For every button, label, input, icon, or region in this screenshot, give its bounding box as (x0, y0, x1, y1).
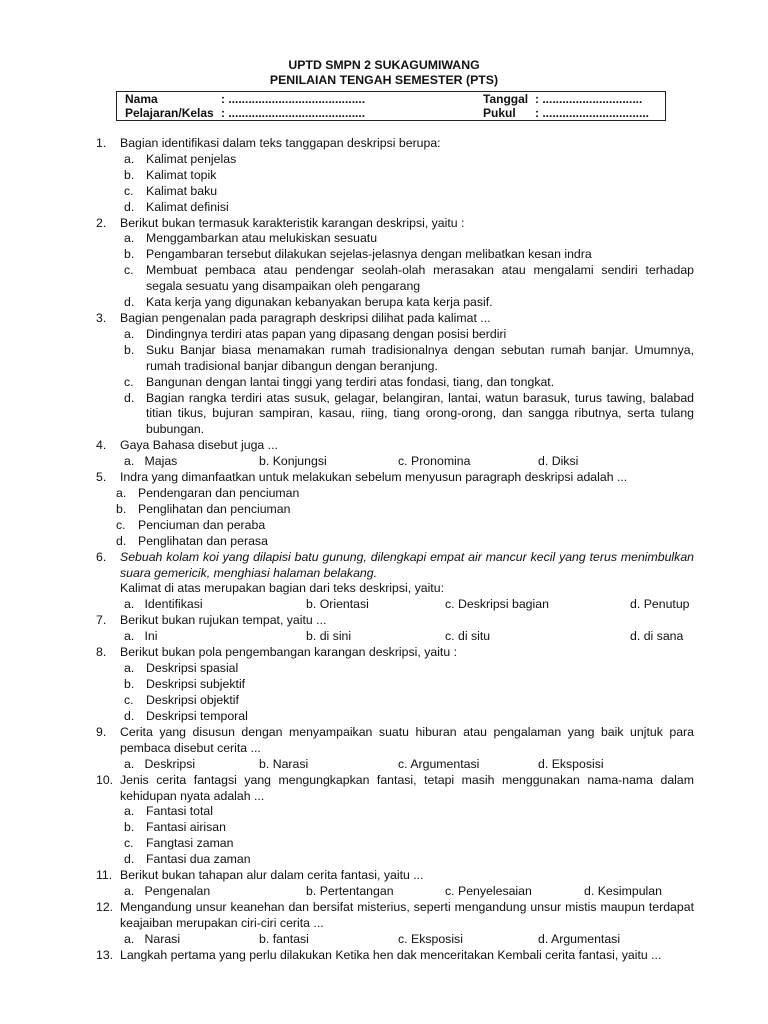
question-9 (96, 725, 694, 773)
option-c[interactable]: c. Penciuman dan peraba (116, 517, 266, 532)
option-a[interactable]: a. Ini (124, 629, 158, 644)
inline-options (120, 629, 694, 645)
question-8 (96, 645, 694, 725)
option-d[interactable]: d. Penutup (630, 597, 690, 612)
option-b[interactable]: b. Orientasi (306, 597, 369, 612)
question-11 (96, 868, 694, 900)
question-number: 13. (96, 947, 114, 962)
question-text: Indra yang dimanfaatkan untuk melakukan sebelum menyusun paragraph deskripsi adalah ... (120, 470, 628, 485)
question-number: 5. (96, 470, 107, 485)
option-c[interactable]: c. Fangtasi zaman (124, 836, 234, 851)
question-number: 1. (96, 136, 107, 150)
option-a[interactable]: a. Identifikasi (124, 597, 203, 612)
inline-options (120, 454, 694, 470)
option-d[interactable]: d. Kata kerja yang digunakan kebanyakan berupa kata kerja pasif. (124, 295, 493, 310)
option-d[interactable]: d. Eksposisi (538, 756, 604, 771)
option-d[interactable]: d. Bagian rangka terdiri atas susuk, gelagar, belangiran, lantai, watun barasuk, turus tawing, balabad titian tikus, bujuran sampiran, kasau, riing, tiang orong-orong, dan sangga ributnya, serta tulang bubungan. (124, 390, 694, 437)
option-b[interactable]: b. Pertentangan (306, 883, 394, 898)
option-a[interactable]: a. Majas (124, 454, 178, 469)
option-d[interactable]: d. Diksi (538, 454, 579, 469)
question-text: Jenis cerita fantagsi yang mengungkapkan fantasi, tetapi masih menggunakan nama-nama dalam kehidupan nyata adalah ... (120, 772, 694, 803)
school-name: UPTD SMPN 2 SUKAGUMIWANG (288, 58, 480, 72)
question-text: Cerita yang disusun dengan menyampaikan suatu hiburan atau pengalaman yang baik unjtuk para pembaca disebut cerita ... (120, 724, 694, 755)
nama-label: Nama (125, 92, 158, 106)
question-number: 10. (96, 772, 114, 787)
question-number: 11. (96, 868, 113, 883)
question-list (96, 136, 694, 964)
question-number: 7. (96, 613, 107, 628)
inline-options (120, 884, 694, 900)
question-text: Kalimat di atas merupakan bagian dari teks deskripsi, yaitu: (120, 581, 444, 596)
option-b[interactable]: b. Penglihatan dan penciuman (116, 501, 291, 516)
option-c[interactable]: c. di situ (445, 629, 491, 644)
student-info-box (116, 91, 666, 121)
question-passage: Sebuah kolam koi yang dilapisi batu gunung, dilengkapi empat air mancur kecil yang terus menimbulkan suara gemericik, menghiasi halaman belakang. (120, 549, 694, 580)
option-c[interactable]: c. Pronomina (398, 454, 471, 469)
option-c[interactable]: c. Penyelesaian (445, 883, 532, 898)
pelajaran-label: Pelajaran/Kelas (125, 106, 214, 120)
option-d[interactable]: d. Kesimpulan (584, 883, 662, 898)
exam-title: PENILAIAN TENGAH SEMESTER (PTS) (269, 73, 499, 87)
question-text: Mengandung unsur keanehan dan bersifat misterius, seperti mengandung unsur mistis maupun terdapat keajaiban merupakan ciri-ciri cerita ... (120, 899, 694, 930)
question-number: 12. (96, 899, 114, 914)
tanggal-label: Tanggal (483, 92, 529, 106)
option-b[interactable]: b. Pengambaran tersebut dilakukan sejelas-jelasnya dengan melibatkan kesan indra (124, 247, 592, 262)
option-d[interactable]: d. Penglihatan dan perasa (116, 533, 268, 548)
question-number: 3. (96, 310, 107, 325)
option-a[interactable]: a. Pengenalan (124, 883, 211, 898)
option-c[interactable]: c. Eksposisi (398, 931, 463, 946)
question-text: Bagian identifikasi dalam teks tanggapan deskripsi berupa: (120, 136, 441, 150)
question-number: 6. (96, 549, 107, 564)
option-a[interactable]: a. Deskripsi spasial (124, 661, 239, 676)
option-a[interactable]: a. Pendengaran dan penciuman (116, 486, 300, 501)
pelajaran-field[interactable]: : ......................................... (221, 106, 366, 120)
option-b[interactable]: b. Narasi (259, 756, 309, 771)
option-c[interactable]: c. Deskripsi bagian (445, 597, 549, 612)
option-b[interactable]: b. Konjungsi (259, 454, 327, 469)
inline-options (120, 932, 694, 948)
option-b[interactable]: b. Deskripsi subjektif (124, 677, 246, 692)
question-number: 2. (96, 215, 107, 230)
question-number: 8. (96, 645, 107, 660)
option-b[interactable]: b. Kalimat topik (124, 167, 217, 182)
question-6 (96, 550, 694, 614)
option-b[interactable]: b. Fantasi airisan (124, 820, 226, 835)
question-text: Berikut bukan tahapan alur dalam cerita fantasi, yaitu ... (120, 868, 424, 883)
option-b[interactable]: b. fantasi (259, 931, 309, 946)
question-10 (96, 773, 694, 868)
option-a[interactable]: a. Kalimat penjelas (124, 151, 237, 166)
option-c[interactable]: c. Membuat pembaca atau pendengar seolah-olah merasakan atau mengalami sendiri terhadap segala sesuatu yang disampaikan oleh pengarang (124, 263, 694, 294)
question-4 (96, 438, 694, 470)
tanggal-field[interactable]: : .............................. (535, 92, 643, 106)
question-2 (96, 216, 694, 311)
option-d[interactable]: d. Argumentasi (538, 931, 621, 946)
question-7 (96, 613, 694, 645)
option-d[interactable]: d. Fantasi dua zaman (124, 852, 251, 867)
question-text: Berikut bukan termasuk karakteristik karangan deskripsi, yaitu : (120, 215, 465, 230)
inline-options (120, 757, 694, 773)
option-a[interactable]: a. Deskripsi (124, 756, 196, 771)
question-1 (96, 136, 694, 216)
question-text: Berikut bukan rujukan tempat, yaitu ... (120, 613, 327, 628)
option-a[interactable]: a. Menggambarkan atau melukiskan sesuatu (124, 231, 378, 246)
nama-field[interactable]: : ......................................... (221, 92, 366, 106)
question-12 (96, 900, 694, 948)
option-c[interactable]: c. Kalimat baku (124, 183, 218, 198)
option-b[interactable]: b. Suku Banjar biasa menamakan rumah tradisionalnya dengan sebutan rumah banjar. Umumnya, rumah tradisional banjar dibangun dengan beranjung. (124, 342, 694, 373)
option-c[interactable]: c. Argumentasi (398, 756, 480, 771)
question-3 (96, 311, 694, 438)
option-d[interactable]: d. di sana (630, 629, 684, 644)
option-a[interactable]: a. Dindingnya terdiri atas papan yang dipasang dengan posisi berdiri (124, 326, 507, 341)
question-text: Langkah pertama yang perlu dilakukan Ketika hen dak menceritakan Kembali cerita fantasi, yaitu ... (120, 947, 662, 962)
exam-header (0, 58, 768, 88)
inline-options (120, 597, 694, 613)
question-number: 4. (96, 438, 107, 453)
pukul-label: Pukul (483, 106, 516, 120)
option-d[interactable]: d. Deskripsi temporal (124, 708, 248, 723)
pukul-field[interactable]: : ................................ (535, 106, 650, 120)
question-number: 9. (96, 724, 107, 739)
option-a[interactable]: a. Fantasi total (124, 804, 213, 819)
question-text: Bagian pengenalan pada paragraph deskripsi dilihat pada kalimat ... (120, 310, 491, 325)
question-13 (96, 948, 694, 964)
option-a[interactable]: a. Narasi (124, 931, 181, 946)
question-text: Gaya Bahasa disebut juga ... (120, 438, 278, 453)
option-d[interactable]: d. Kalimat definisi (124, 199, 229, 214)
option-b[interactable]: b. di sini (306, 629, 352, 644)
question-5 (96, 470, 694, 550)
question-text: Berikut bukan pola pengembangan karangan deskripsi, yaitu : (120, 645, 458, 660)
option-c[interactable]: c. Bangunan dengan lantai tinggi yang terdiri atas fondasi, tiang, dan tongkat. (124, 374, 555, 389)
option-c[interactable]: c. Deskripsi objektif (124, 693, 239, 707)
